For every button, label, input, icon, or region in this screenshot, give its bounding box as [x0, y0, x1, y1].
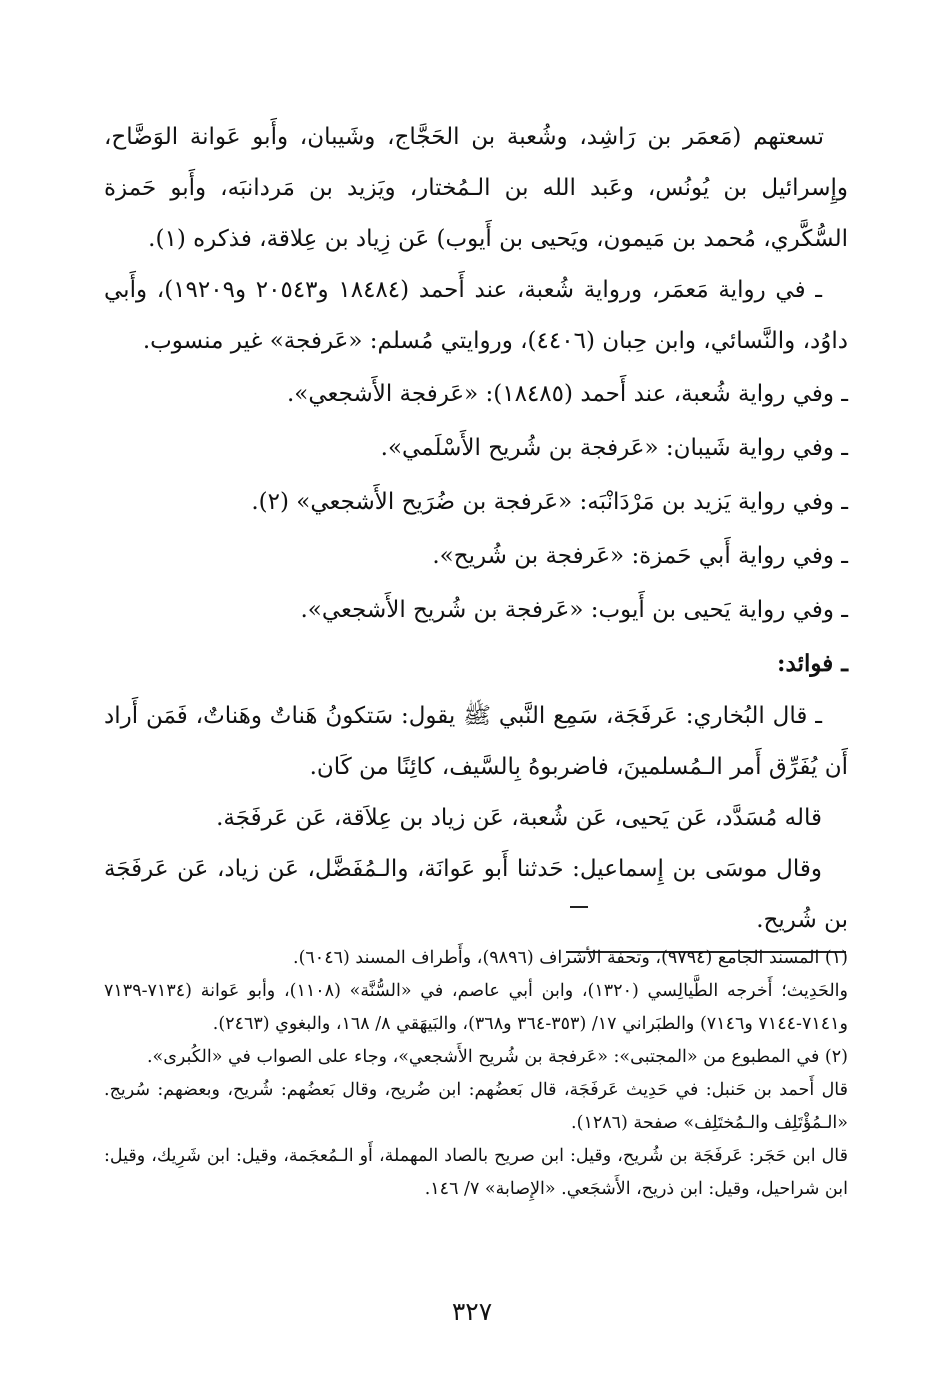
musa-paragraph: وقال موسَى بن إِسماعيل: حَدثنا أَبو عَوانَة، والـمُفَضَّل، عَن زياد، عَن عَرفَجَة بن شُريح.: [104, 856, 848, 933]
narration-item: ـ وفي رواية يَزيد بن مَرْدَانْبَه: «عَرفجة بن ضُرَيح الأَشجعي» (٢).: [251, 489, 848, 515]
main-text: [104, 112, 848, 946]
footnotes: [104, 942, 848, 1206]
narration-paragraph: ـ في رواية مَعمَر، ورواية شُعبة، عند أَحمد (١٨٤٨٤ و٢٠٥٤٣ و١٩٢٠٩)، وأَبي داوُد، والنَّسائي، وابن حِبان (٤٤٠٦)، وروايتي مُسلم: «عَرفجة» غير منسوب.: [104, 277, 848, 354]
separator-mark: [570, 906, 588, 908]
bukhari-paragraph: ـ قال البُخاري: عَرفَجَة، سَمِع النَّبي ﷺ يقول: سَتكونُ هَناتٌ وهَناتٌ، فَمَن أَراد أَن يُفَرِّق أَمر الـمُسلمينَ، فاضربوهُ بِالسَّيف، كائِنًا من كَان.: [104, 703, 848, 780]
narration-item: ـ وفي رواية يَحيى بن أَيوب: «عَرفجة بن شُريح الأَشجعي».: [300, 597, 848, 623]
musaddad-paragraph: قاله مُسَدَّد، عَن يَحيى، عَن شُعبة، عَن زياد بن عِلاَقة، عَن عَرفَجَة.: [216, 805, 822, 831]
footnote-2-detail-ahmad: قال أَحمد بن حَنبل: في حَدِيث عَرفَجَة، قال بَعضُهم: ابن ضُريح، وقال بَعضُهم: شُريح، وبعضهم: سُريج. «الـمُؤْتَلِف والـمُختَلِف» صفحة (١٢٨٦).: [104, 1080, 848, 1133]
page-number: ٣٢٧: [451, 1297, 493, 1326]
footnote-2-detail-hajar: قال ابن حَجَر: عَرفَجَة بن شُريح، وقيل: ابن صريح بالصاد المهملة، أَو الـمُعجَمة، وقيل: ابن شَرِيك، وقيل: ابن شراحيل، وقيل: ابن ذريح، الأَشجَعي. «الإِصابة» ٧/ ١٤٦.: [104, 1146, 848, 1199]
narration-item: ـ وفي رواية شَيبان: «عَرفجة بن شُريح الأَسْلَمي».: [380, 435, 848, 461]
footnote-1: (١) المسند الجامع (٩٧٩٤)، وتحفة الأشراف (٩٨٩٦)، وأَطراف المسند (٦٠٤٦).: [293, 948, 848, 968]
footnote-2: (٢) في المطبوع من «المجتبى»: «عَرفجة بن شُريح الأَشجعي»، وجاء على الصواب في «الكُبرى».: [146, 1047, 848, 1067]
chain-paragraph: تسعتهم (مَعمَر بن رَاشِد، وشُعبة بن الحَجَّاج، وشَيبان، وأَبو عَوانة الوَضَّاح، وإِسرائيل بن يُونُس، وعَبد الله بن الـمُختار، ويَزيد بن مَردانبَه، وأَبو حَمزة السُّكَّري، مُحمد بن مَيمون، ويَحيى بن أَيوب) عَن زِياد بن عِلاقة، فذكره (١).: [104, 124, 848, 252]
narration-item: ـ وفي رواية أَبي حَمزة: «عَرفجة بن شُريح».: [432, 543, 848, 569]
narration-item: ـ وفي رواية شُعبة، عند أَحمد (١٨٤٨٥): «عَرفجة الأَشجعي».: [286, 381, 848, 407]
benefits-heading: ـ فوائد:: [777, 650, 848, 677]
footnote-1-detail: والحَدِيث؛ أَخرجه الطَّيالِسي (١٣٢٠)، وابن أبي عاصم، في «السُّنَّة» (١١٠٨)، وأبو عَوانة (٧١٣٤-٧١٣٩ و٧١٤١-٧١٤٤ و٧١٤٦) والطبَراني ١٧/ (٣٥٣-٣٦٤ و٣٦٨)، والبَيهَقي ٨/ ١٦٨، والبغوي (٢٤٦٣).: [104, 981, 848, 1034]
